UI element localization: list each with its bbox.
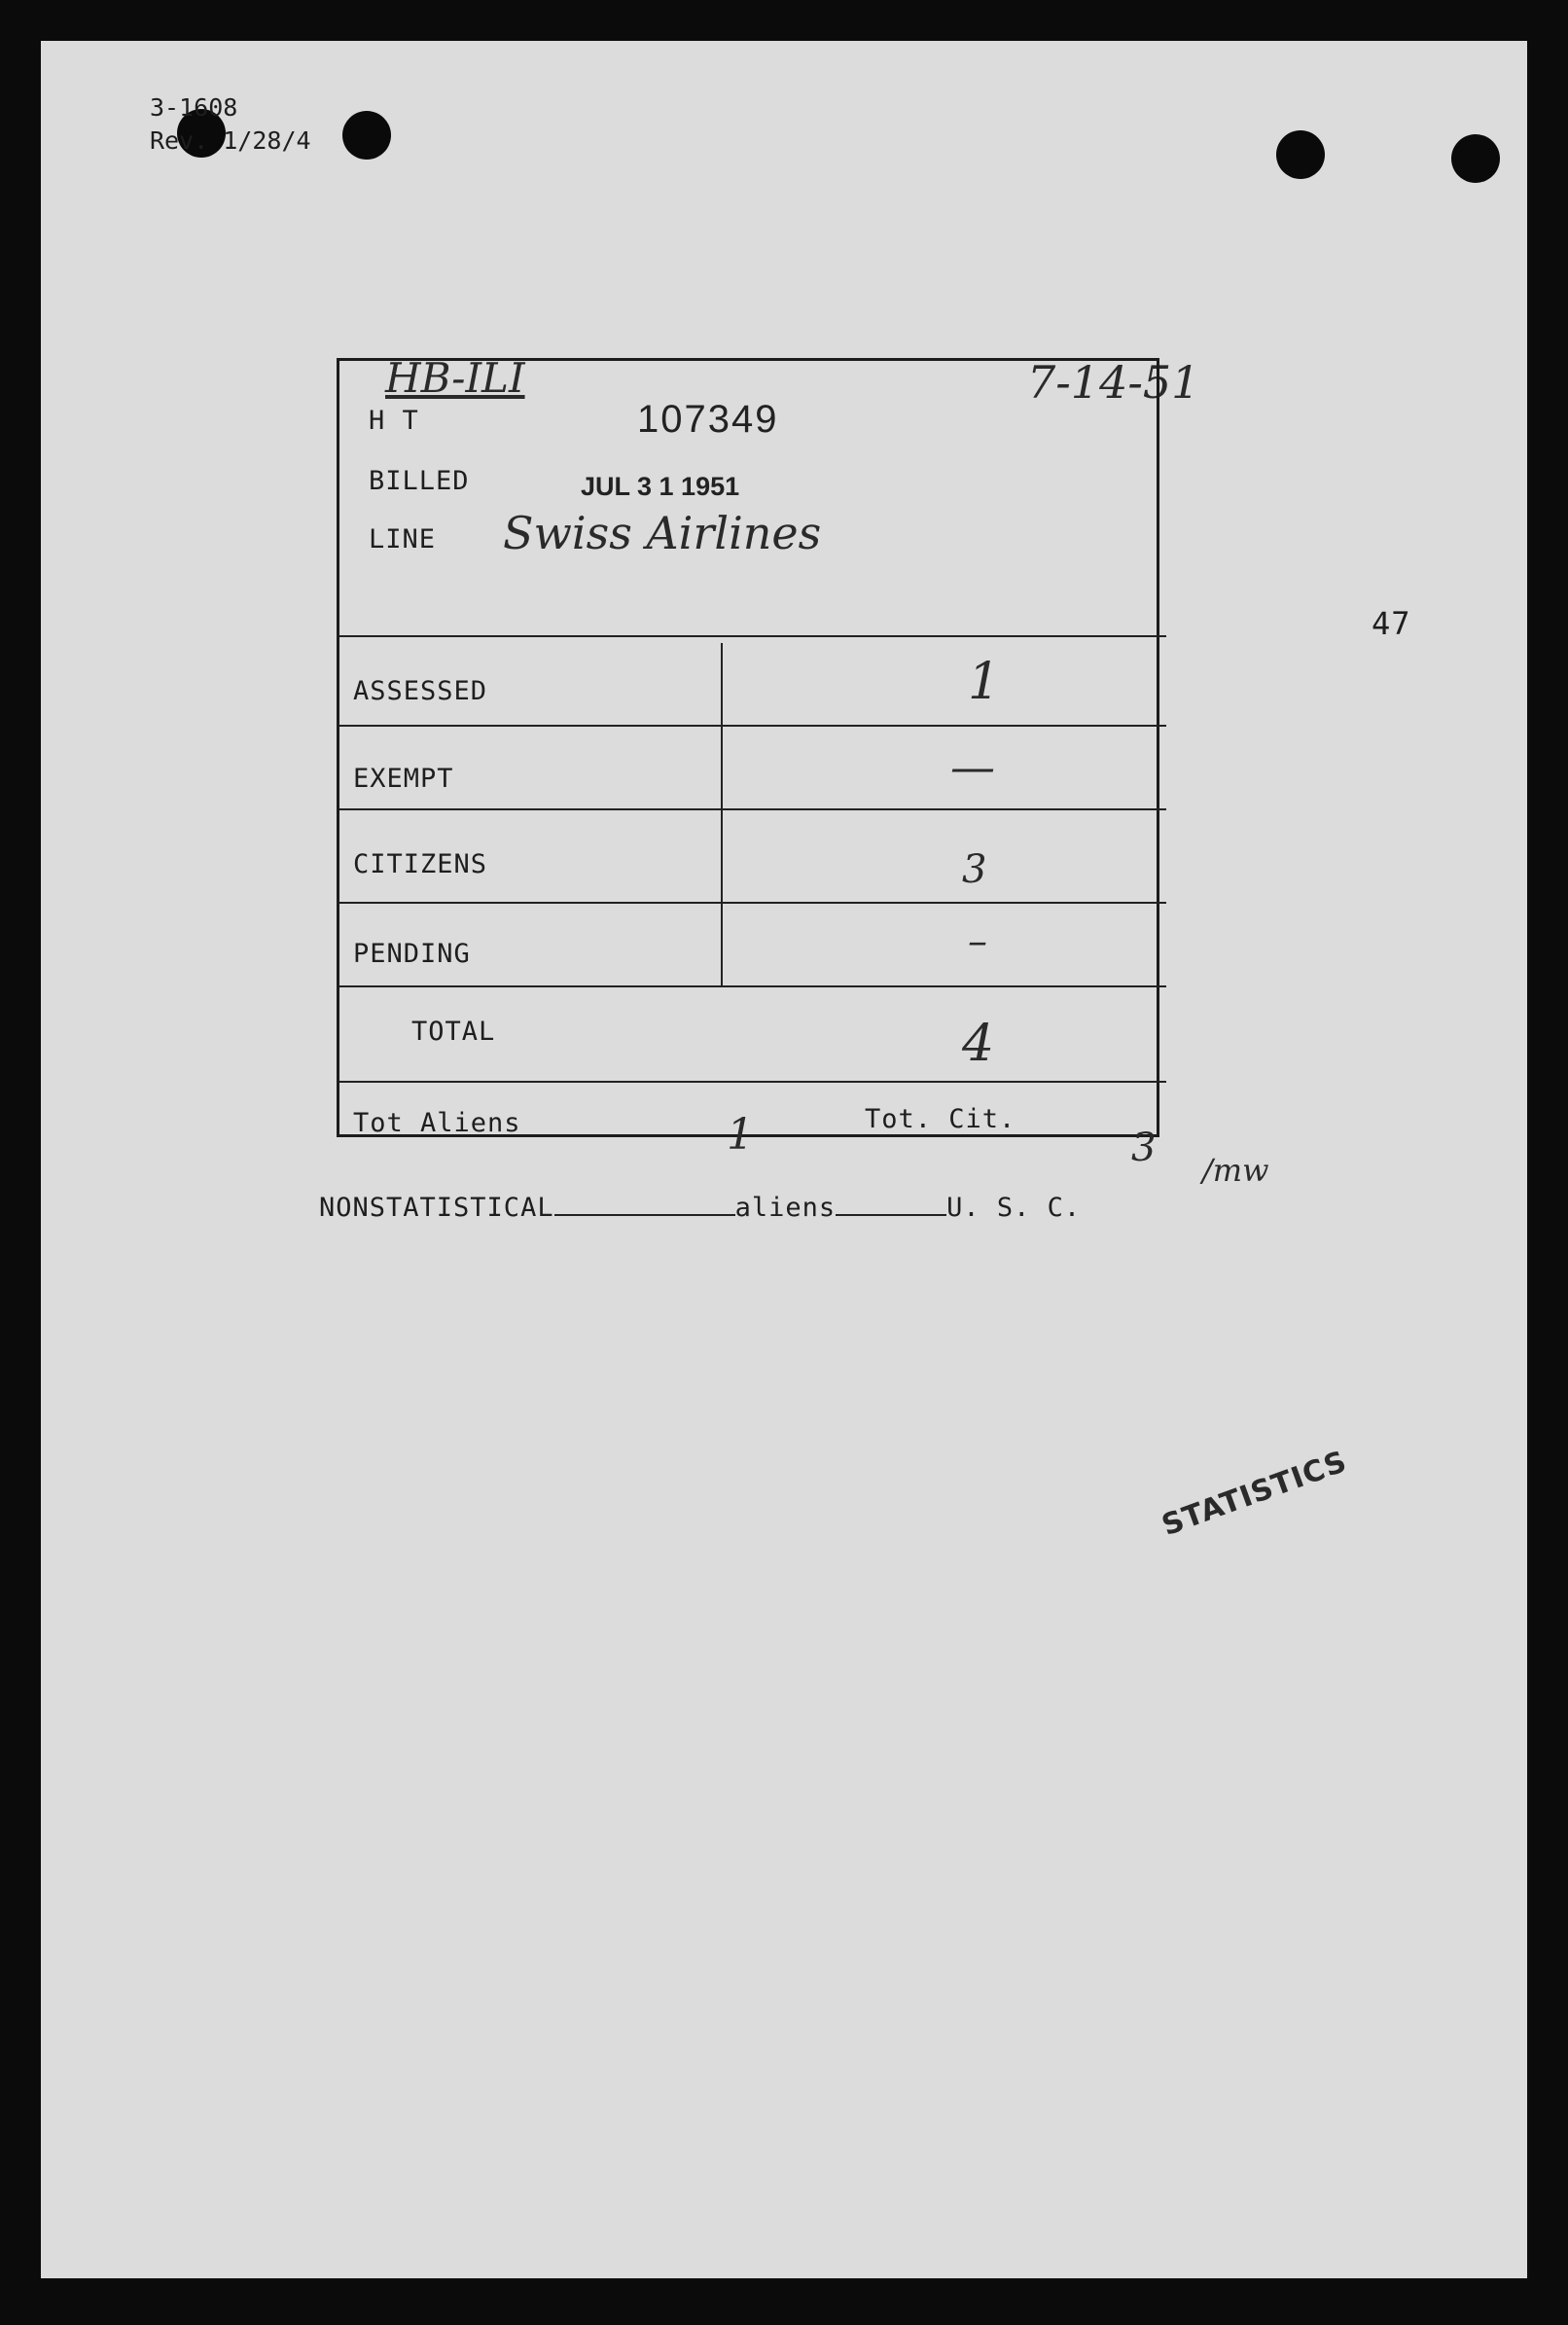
ht-number: 107349: [637, 398, 779, 441]
row-value: —: [950, 740, 995, 793]
aliens-label: aliens: [734, 1193, 837, 1223]
punch-hole: [342, 111, 391, 160]
punch-hole: [1276, 130, 1325, 179]
form-revision: Rev. 1/28/4: [150, 126, 311, 155]
aliens-blank: [554, 1193, 735, 1216]
handwritten-date: 7-14-51: [1027, 356, 1200, 409]
ht-card: [337, 358, 1159, 1170]
row-value: 1: [968, 653, 1001, 711]
initials: /mw: [1202, 1152, 1269, 1189]
divider: [339, 635, 1166, 637]
total-value: 4: [962, 1015, 995, 1073]
total-label: TOTAL: [411, 1017, 496, 1047]
column-divider: [721, 643, 723, 985]
line-label: LINE: [369, 524, 437, 554]
usc-blank: [836, 1193, 946, 1216]
margin-number: 47: [1372, 605, 1411, 642]
row-value: –: [968, 919, 987, 964]
punch-hole: [1451, 134, 1500, 183]
tot-cit-value: 3: [1131, 1126, 1157, 1170]
row-label: ASSESSED: [353, 676, 488, 706]
billed-stamp: JUL 3 1 1951: [581, 472, 740, 501]
row-label: CITIZENS: [353, 849, 488, 879]
form-number: 3-1608: [150, 93, 238, 122]
divider: [339, 985, 1166, 987]
tot-aliens-label: Tot Aliens: [353, 1108, 521, 1138]
billed-label: BILLED: [369, 466, 470, 496]
divider: [339, 1081, 1166, 1083]
ht-label: H T: [369, 406, 419, 436]
nonstatistical-line: [319, 1193, 1081, 1223]
usc-label: U. S. C.: [946, 1193, 1082, 1223]
handwritten-code: HB-ILI: [385, 354, 525, 402]
row-label: EXEMPT: [353, 764, 454, 794]
divider: [339, 902, 1166, 904]
row-label: PENDING: [353, 939, 471, 969]
statistics-stamp: STATISTICS: [1158, 1444, 1352, 1544]
divider: [339, 808, 1166, 810]
line-value: Swiss Airlines: [503, 507, 822, 559]
tot-aliens-value: 1: [727, 1110, 754, 1160]
row-value: 3: [962, 847, 987, 892]
nonstatistical-label: NONSTATISTICAL: [319, 1193, 554, 1223]
divider: [339, 725, 1166, 727]
tot-cit-label: Tot. Cit.: [865, 1104, 1016, 1134]
